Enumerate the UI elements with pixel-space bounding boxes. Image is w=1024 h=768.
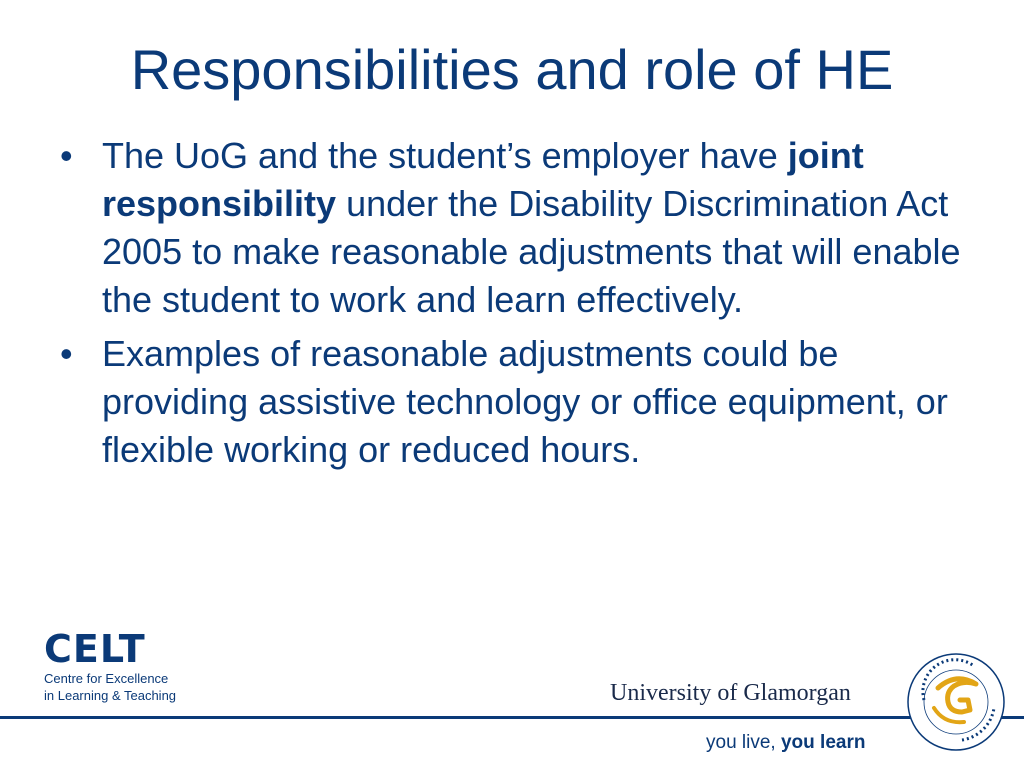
tagline xyxy=(706,732,865,754)
bullet-marker: • xyxy=(60,333,73,374)
university-name: University of Glamorgan xyxy=(610,680,851,706)
university-crest-icon xyxy=(904,650,1008,754)
bullet-list xyxy=(56,132,976,480)
bullet-item xyxy=(56,330,976,474)
tagline-regular: you live, xyxy=(706,732,781,753)
bullet-text-post: under the Disability Discrimination Act 2005 to make reasonable adjustments that will enable the student to work and learn effectively. xyxy=(102,183,961,320)
celt-logo-word: CELT xyxy=(44,627,146,671)
celt-logo xyxy=(44,628,204,708)
celt-logo-line2: in Learning & Teaching xyxy=(44,688,177,703)
bullet-item xyxy=(56,132,976,324)
celt-logo-line1: Centre for Excellence xyxy=(44,671,169,686)
bullet-text: Examples of reasonable adjustments could be providing assistive technology or office equipment, or flexible working or reduced hours. xyxy=(102,333,948,470)
bullet-text-pre: The UoG and the student’s employer have xyxy=(102,135,788,176)
footer-divider xyxy=(0,716,1024,719)
slide-title: Responsibilities and role of HE xyxy=(130,38,894,101)
tagline-bold: you learn xyxy=(780,732,866,753)
bullet-text-emphasis: joint responsibility xyxy=(102,135,864,224)
bullet-marker: • xyxy=(60,135,73,176)
